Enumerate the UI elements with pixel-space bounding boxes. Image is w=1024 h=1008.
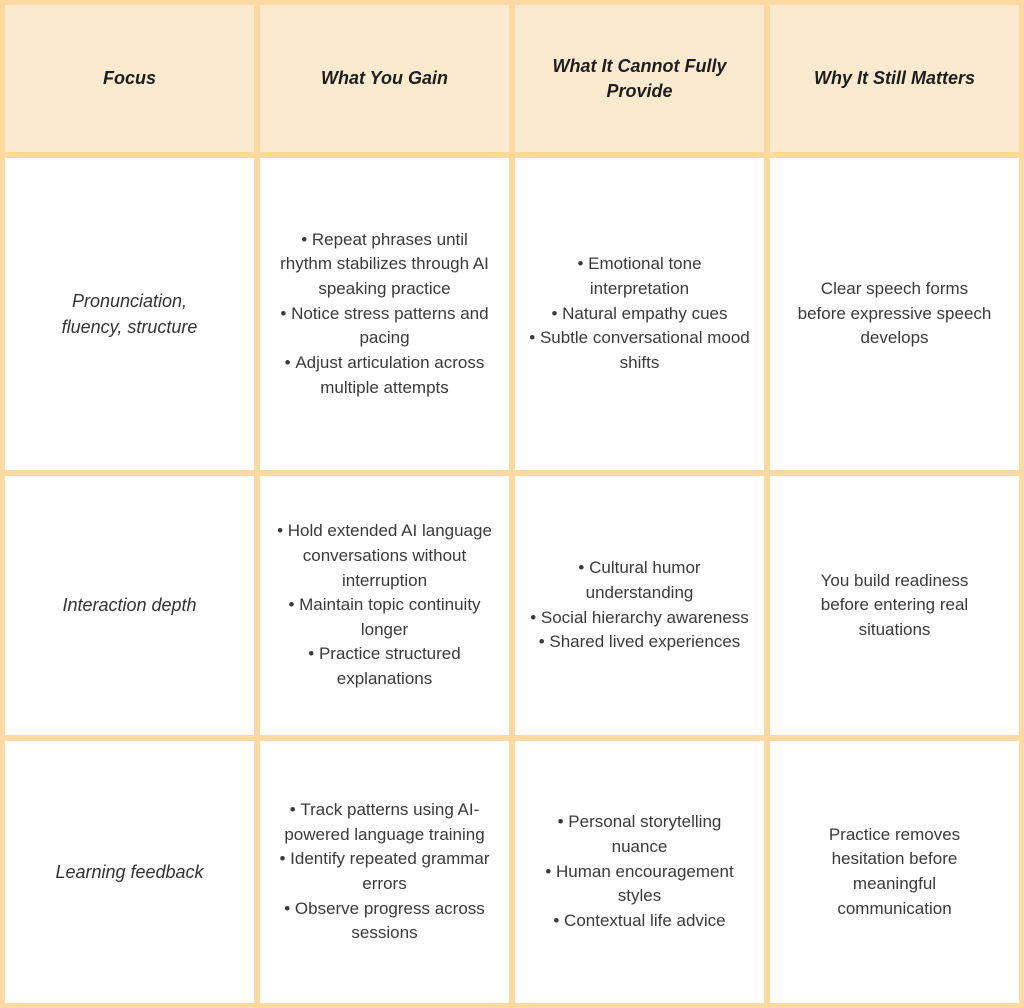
- bullet-item: • Human encouragement styles: [529, 860, 750, 909]
- bullet-item: • Practice structured explanations: [274, 642, 495, 691]
- header-cell-what-you-gain: [260, 5, 509, 152]
- header-cell-why-it-still-matters: [770, 5, 1019, 152]
- header-cell-focus: [5, 5, 254, 152]
- header-label: Why It Still Matters: [813, 68, 975, 89]
- focus-cell-row3: [5, 741, 254, 1003]
- cannot-cell-row3: [515, 741, 764, 1003]
- matters-text: Clear speech forms before expressive speech develops: [797, 279, 992, 348]
- matters-cell-row3: [770, 741, 1019, 1003]
- matters-cell-row2: [770, 476, 1019, 735]
- header-label: What You Gain: [320, 68, 448, 89]
- cannot-cell-row1: [515, 158, 764, 470]
- bullet-item: • Emotional tone interpretation: [529, 252, 750, 301]
- focus-cell-row1: [5, 158, 254, 470]
- header-label: What It Cannot Fully Provide: [552, 56, 727, 101]
- matters-cell-row1: [770, 158, 1019, 470]
- bullet-item: • Identify repeated grammar errors: [274, 847, 495, 896]
- gain-cell-row3: [260, 741, 509, 1003]
- bullet-item: • Notice stress patterns and pacing: [274, 302, 495, 351]
- bullet-item: • Repeat phrases until rhythm stabilizes through AI speaking practice: [274, 228, 495, 302]
- focus-label: Pronunciation, fluency, structure: [61, 290, 198, 337]
- gain-cell-row2: [260, 476, 509, 735]
- bullet-item: • Social hierarchy awareness: [530, 606, 749, 631]
- cannot-cell-row2: [515, 476, 764, 735]
- focus-label: Interaction depth: [62, 595, 197, 616]
- focus-label: Learning feedback: [55, 861, 204, 882]
- gain-cell-row1: [260, 158, 509, 470]
- bullet-item: • Subtle conversational mood shifts: [529, 326, 750, 375]
- bullet-item: • Natural empathy cues: [551, 302, 727, 327]
- bullet-item: • Shared lived experiences: [539, 630, 741, 655]
- bullet-item: • Cultural humor understanding: [529, 556, 750, 605]
- bullet-item: • Track patterns using AI-powered language training: [274, 798, 495, 847]
- focus-cell-row2: [5, 476, 254, 735]
- matters-text: Practice removes hesitation before meaningful communication: [828, 824, 961, 918]
- bullet-item: • Observe progress across sessions: [274, 897, 495, 946]
- bullet-item: • Adjust articulation across multiple attempts: [274, 351, 495, 400]
- bullet-item: • Personal storytelling nuance: [529, 810, 750, 859]
- header-label: Focus: [102, 68, 156, 89]
- bullet-item: • Hold extended AI language conversations without interruption: [274, 519, 495, 593]
- header-cell-what-it-cannot-fully-provide: [515, 5, 764, 152]
- bullet-item: • Contextual life advice: [553, 909, 725, 934]
- matters-text: You build readiness before entering real situations: [820, 570, 969, 639]
- bullet-item: • Maintain topic continuity longer: [274, 593, 495, 642]
